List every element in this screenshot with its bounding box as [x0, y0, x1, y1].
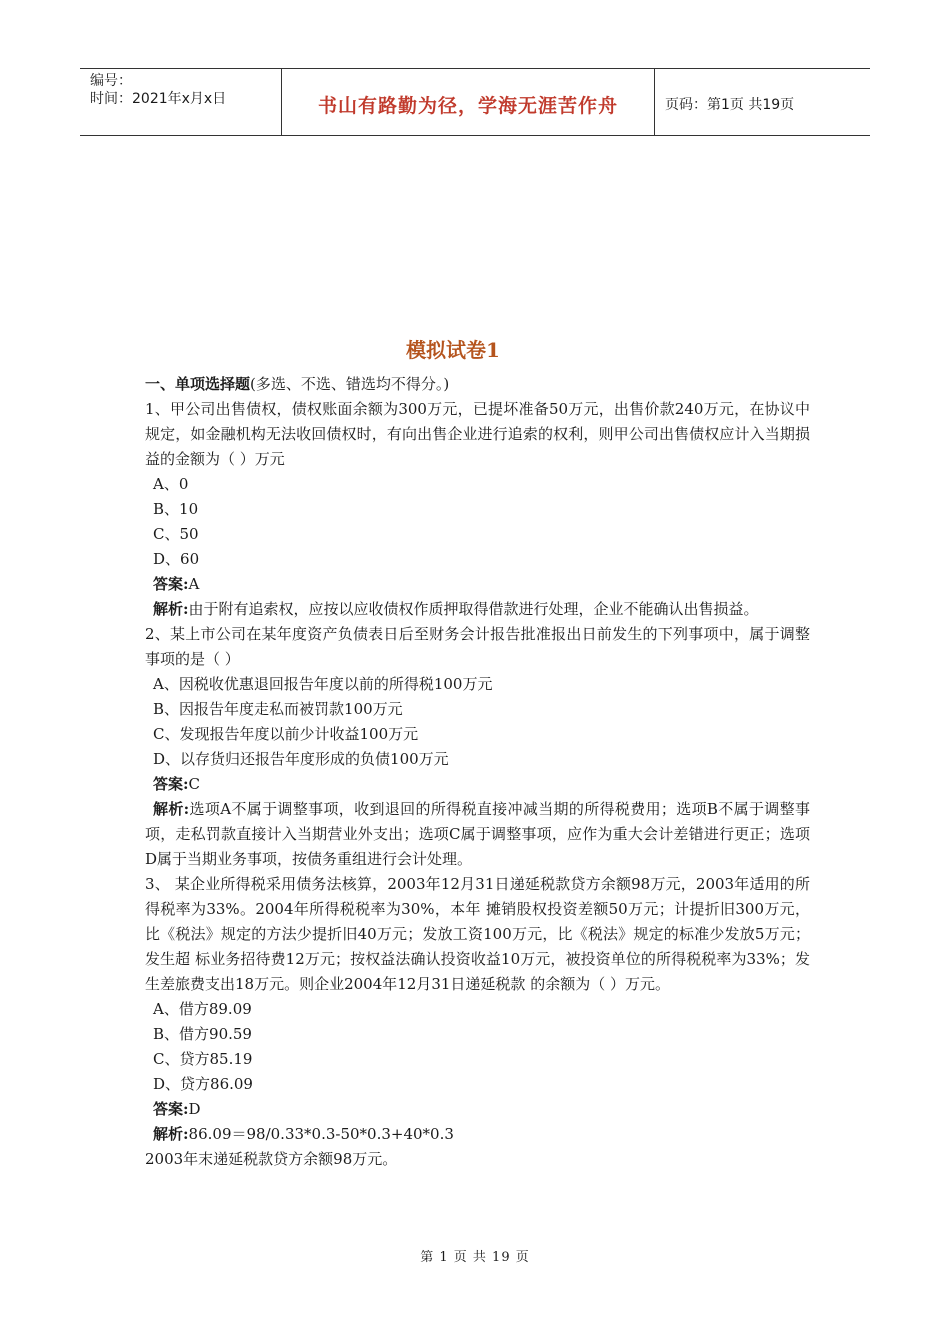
answer-value: D	[188, 1100, 201, 1118]
question-stem: 1、甲公司出售债权，债权账面余额为300万元，已提坏准备50万元，出售价款240万元，在协议中规定，如金融机构无法收回债权时，有向出售企业进行追索的权利，则甲公司出售债权应计入当期损益的金额为（ ）万元	[145, 400, 810, 468]
answer-label: 答案:	[153, 775, 189, 793]
answer-label: 答案:	[153, 1100, 189, 1118]
answer-line	[145, 772, 810, 797]
document-body	[145, 372, 810, 1172]
answer-line	[145, 572, 810, 597]
option-d: D、贷方86.09	[153, 1075, 253, 1093]
option-c: C、发现报告年度以前少计收益100万元	[153, 725, 419, 743]
analysis-text: 选项A不属于调整事项，收到退回的所得税直接冲减当期的所得税费用；选项B不属于调整事项，走私罚款直接计入当期营业外支出；选项C属于调整事项，应作为重大会计差错进行更正；选项D属于当期业务事项，按债务重组进行会计处理。	[145, 800, 810, 868]
page-header	[80, 68, 870, 136]
header-id-label: 编号：	[90, 73, 132, 89]
section-note: (多选、不选、错选均不得分。)	[250, 375, 450, 393]
option-d: D、以存货归还报告年度形成的负债100万元	[153, 750, 449, 768]
question-stem: 2、某上市公司在某年度资产负债表日后至财务会计报告批准报出日前发生的下列事项中，属于调整事项的是（ ）	[145, 625, 810, 668]
option-b: B、借方90.59	[153, 1025, 252, 1043]
analysis-label: 解析:	[153, 800, 190, 818]
analysis-line	[145, 1122, 810, 1147]
analysis-line	[145, 797, 810, 872]
analysis-label: 解析:	[153, 1125, 189, 1143]
option-b: B、10	[153, 500, 199, 518]
analysis-line	[145, 597, 810, 622]
question-2	[145, 622, 810, 872]
page-footer: 第 1 页 共 19 页	[420, 1250, 530, 1265]
answer-value: C	[188, 775, 201, 793]
question-3	[145, 872, 810, 1172]
option-d: D、60	[153, 550, 200, 568]
header-motto: 书山有路勤为径，学海无涯苦作舟	[282, 69, 655, 135]
analysis-label: 解析:	[153, 600, 189, 618]
option-c: C、贷方85.19	[153, 1050, 253, 1068]
answer-label: 答案:	[153, 575, 189, 593]
answer-line	[145, 1097, 810, 1122]
header-page-info: 页码：第1页 共19页	[665, 97, 795, 113]
document-title: 模拟试卷1	[406, 338, 500, 362]
answer-value: A	[188, 575, 200, 593]
section-heading-line	[145, 372, 810, 397]
section-heading: 一、单项选择题	[145, 375, 251, 393]
analysis-text: 86.09＝98/0.33*0.3-50*0.3+40*0.3	[188, 1125, 454, 1143]
option-c: C、50	[153, 525, 199, 543]
header-time: 时间：2021年x月x日	[90, 91, 227, 107]
analysis-text: 由于附有追索权，应按以应收债权作质押取得借款进行处理，企业不能确认出售损益。	[188, 600, 759, 618]
question-1	[145, 397, 810, 622]
header-meta	[80, 69, 282, 135]
option-a: A、0	[153, 475, 189, 493]
option-a: A、因税收优惠退回报告年度以前的所得税100万元	[153, 675, 493, 693]
question-stem: 3、 某企业所得税采用债务法核算，2003年12月31日递延税款贷方余额98万元，2003年适用的所得税率为33%。2004年所得税税率为30%，本年 摊销股权投资差额50万元；计提折旧300万元，比《税法》规定的方法少提折旧40万元；发放工资100万元，比《税法》规定的标准少发放5万元；发生超 标业务招待费12万元；按权益法确认投资收益10万元，被投资单位的所得税税率为33%；发生差旅费支出18万元。则企业2004年12月31日递延税款 的余额为（ ）万元。	[145, 875, 810, 993]
analysis-extra: 2003年末递延税款贷方余额98万元。	[145, 1150, 398, 1168]
option-b: B、因报告年度走私而被罚款100万元	[153, 700, 403, 718]
option-a: A、借方89.09	[153, 1000, 252, 1018]
